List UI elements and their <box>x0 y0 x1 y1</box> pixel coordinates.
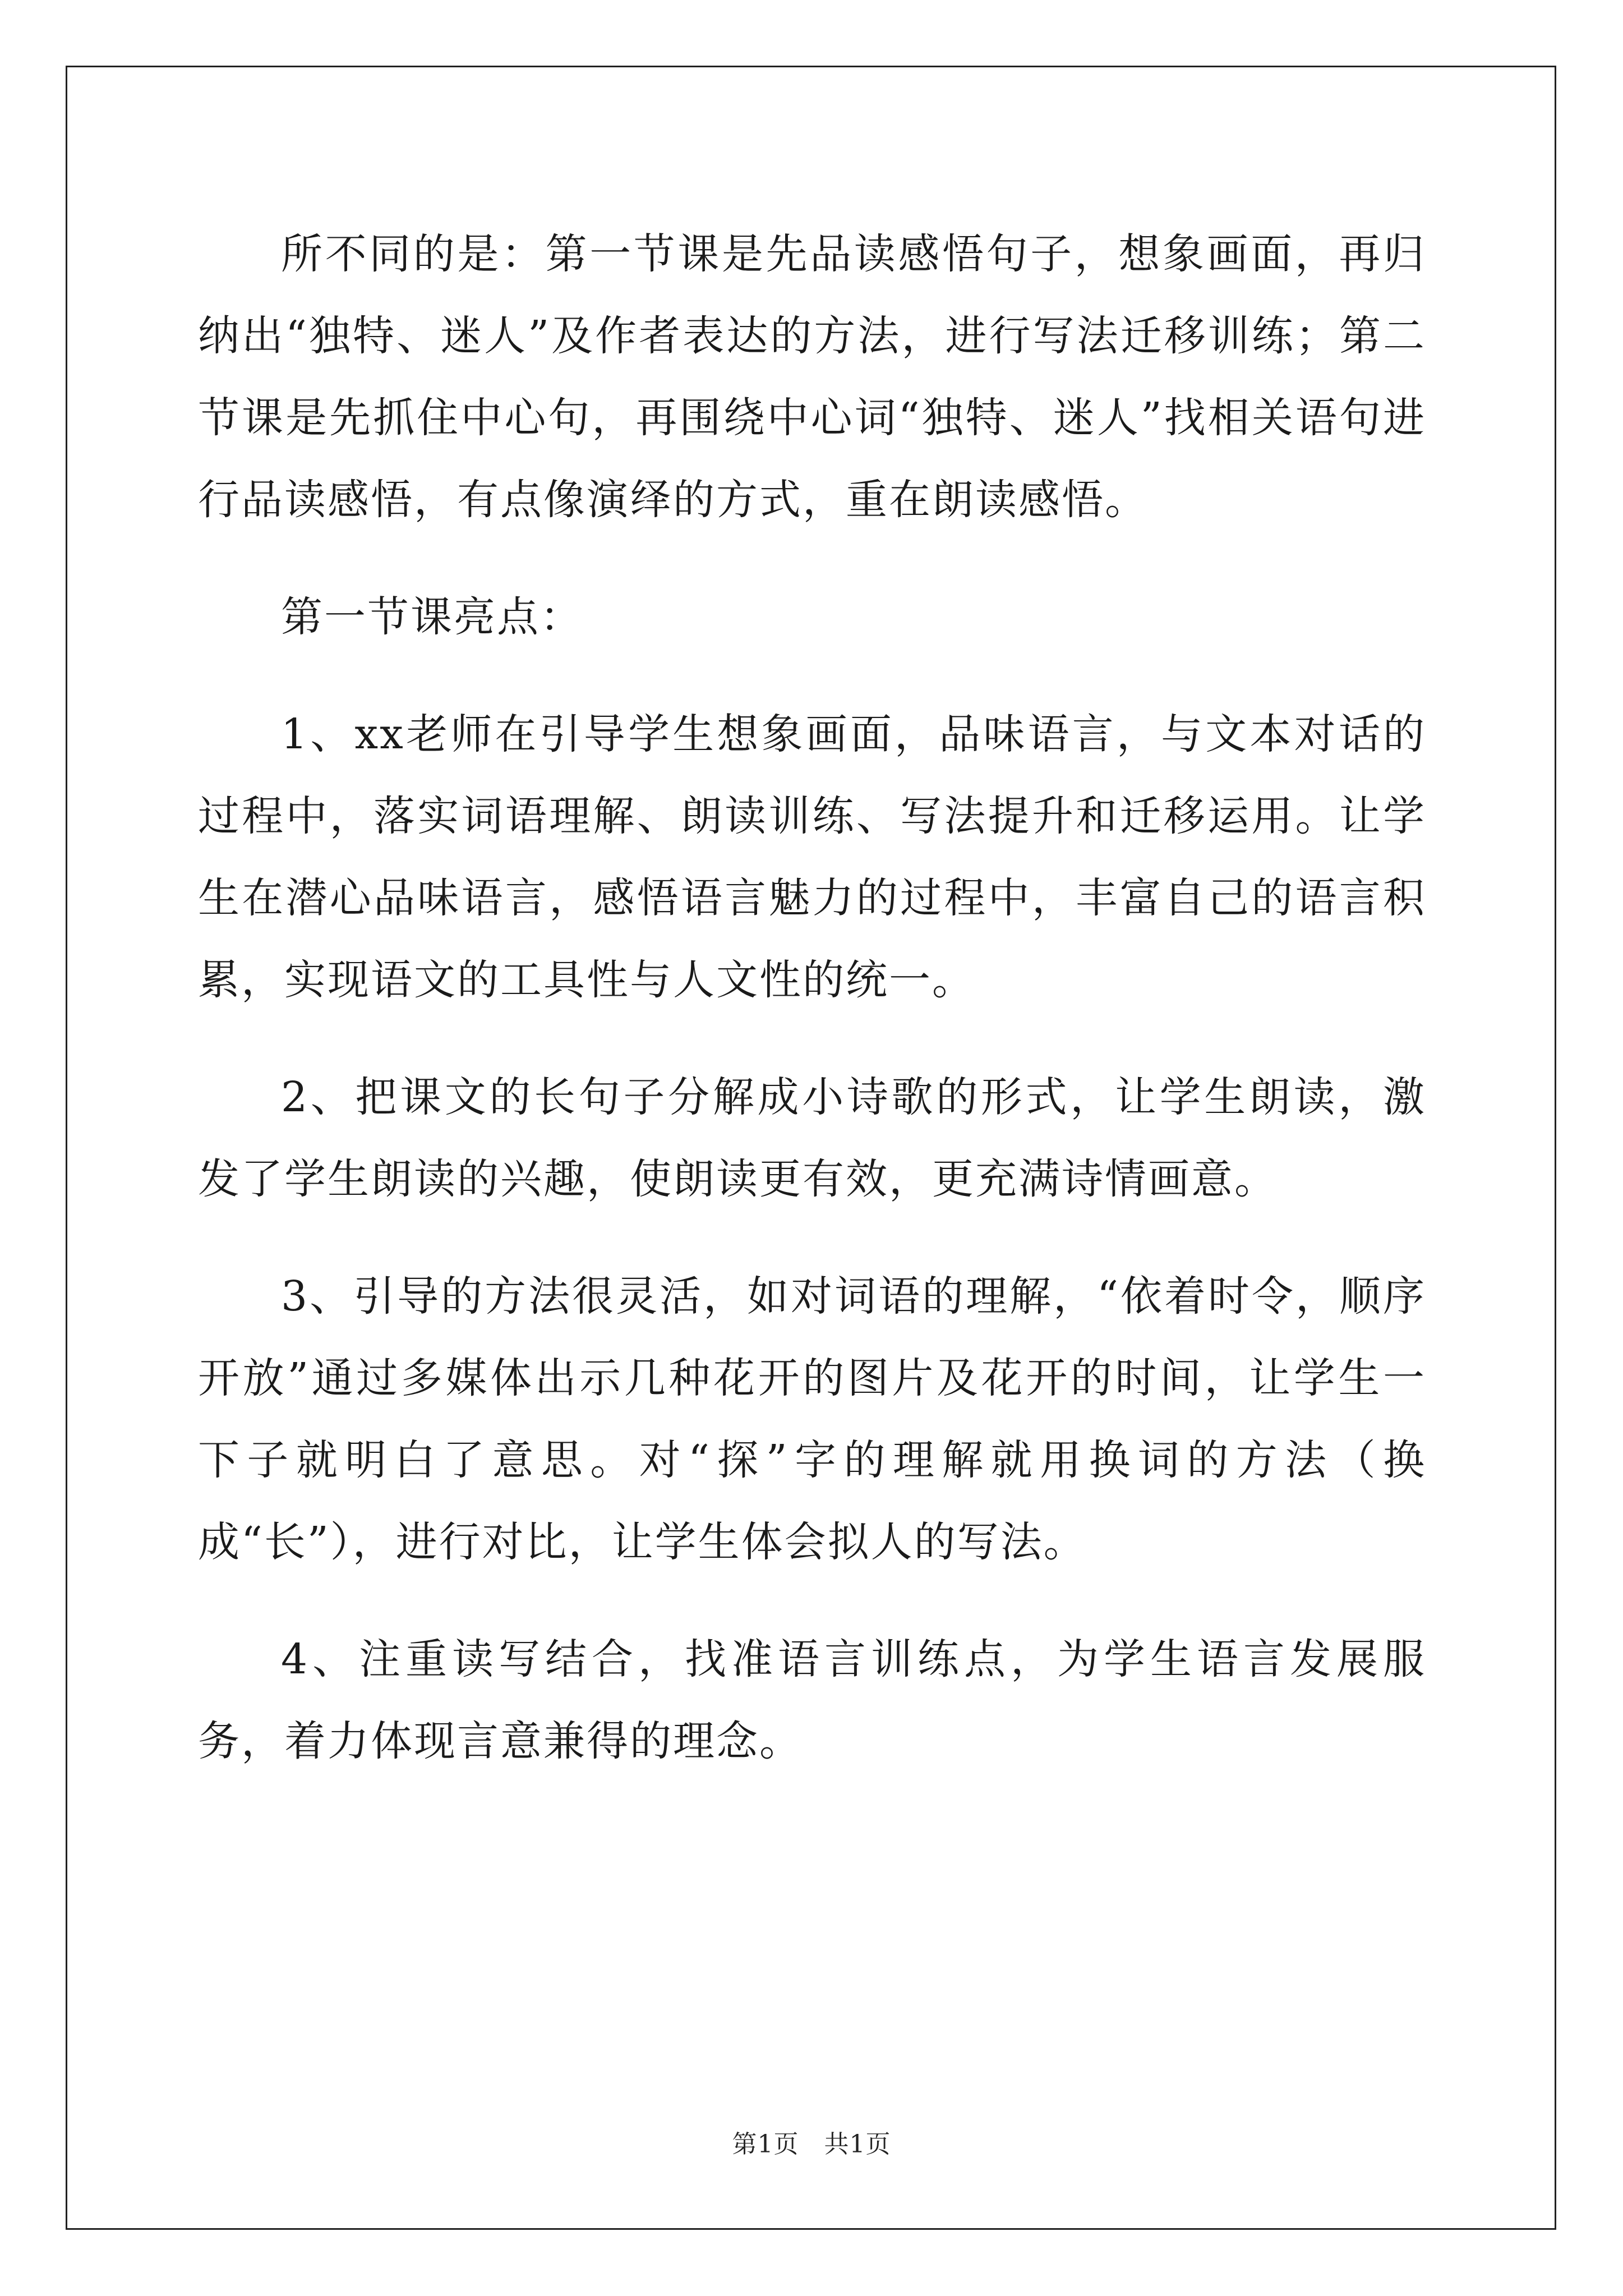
paragraph-point-1: 1、xx老师在引导学生想象画面，品味语言，与文本对话的过程中，落实词语理解、朗读训练、写法提升和迁移运用。让学生在潜心品味语言，感悟语言魅力的过程中，丰富自己的语言积累，实现语文的工具性与人文性的统一。 <box>198 710 1426 1004</box>
paragraph-point-3: 3、引导的方法很灵活，如对词语的理解，“依着时令，顺序开放”通过多媒体出示几种花开的图片及花开的时间，让学生一下子就明白了意思。对“探”字的理解就用换词的方法（换成“长”），进行对比，让学生体会拟人的写法。 <box>198 1272 1426 1566</box>
paragraph-highlights-heading: 第一节课亮点： <box>281 593 583 641</box>
page-total: 共1页 <box>824 2130 891 2159</box>
paragraph-point-2: 2、把课文的长句子分解成小诗歌的形式，让学生朗读，激发了学生朗读的兴趣，使朗读更有效，更充满诗情画意。 <box>198 1073 1426 1203</box>
paragraph-point-4: 4、注重读写结合，找准语言训练点，为学生语言发展服务，着力体现言意兼得的理念。 <box>198 1635 1426 1765</box>
document-body <box>198 213 1426 1818</box>
paragraph-comparison: 所不同的是：第一节课是先品读感悟句子，想象画面，再归纳出“独特、迷人”及作者表达的方法，进行写法迁移训练；第二节课是先抓住中心句，再围绕中心词“独特、迷人”找相关语句进行品读感悟，有点像演绎的方式，重在朗读感悟。 <box>198 230 1426 524</box>
page-number-footer <box>0 2124 1623 2160</box>
page-current: 第1页 <box>732 2130 799 2159</box>
